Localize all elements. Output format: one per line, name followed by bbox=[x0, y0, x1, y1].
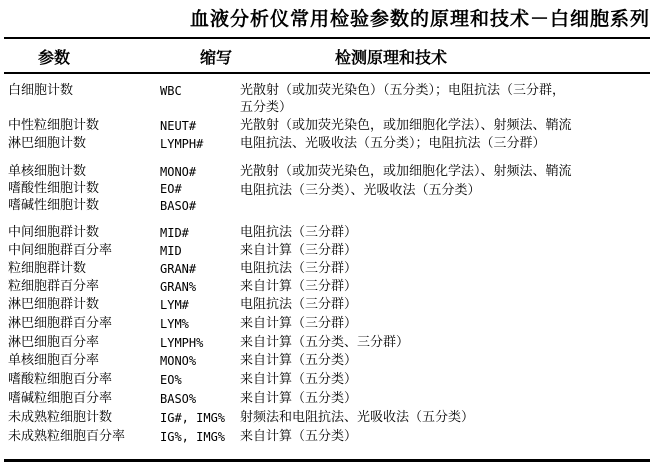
row-tech: 电阻抗法（三分群） bbox=[240, 297, 358, 312]
header-abbr: 缩写 bbox=[200, 48, 233, 67]
row-name: 粒细胞群百分率 bbox=[8, 279, 100, 294]
row-abbr: BASO# bbox=[160, 199, 197, 213]
row-tech: 来自计算（三分群） bbox=[240, 279, 358, 294]
row-tech: 电阻抗法（三分类）、光吸收法（五分类） bbox=[240, 183, 481, 198]
row-abbr: GRAN% bbox=[160, 280, 197, 294]
row-name: 未成熟粒细胞百分率 bbox=[8, 429, 126, 444]
row-tech: 来自计算（三分群） bbox=[240, 316, 358, 331]
row-name: 嗜碱粒细胞百分率 bbox=[8, 391, 113, 406]
table-header-rule bbox=[4, 72, 650, 74]
row-name: 淋巴细胞群计数 bbox=[8, 297, 100, 312]
row-abbr: MID bbox=[160, 244, 182, 258]
row-tech: 光散射（或加荧光染色，或加细胞化学法）、射频法、鞘流 bbox=[240, 118, 572, 133]
row-tech: 来自计算（五分类、三分群） bbox=[240, 335, 410, 350]
row-tech-cont: 五分类） bbox=[240, 100, 293, 115]
row-name: 中间细胞群百分率 bbox=[8, 243, 113, 258]
table-bottom-rule bbox=[4, 459, 650, 462]
row-abbr: IG%, IMG% bbox=[160, 430, 226, 444]
row-tech: 光散射（或加荧光染色）（五分类）；电阻抗法（三分群， bbox=[240, 83, 566, 98]
row-name: 未成熟粒细胞计数 bbox=[8, 410, 113, 425]
row-name: 单核细胞百分率 bbox=[8, 353, 100, 368]
row-tech: 电阻抗法（三分群） bbox=[240, 225, 358, 240]
row-name: 嗜酸粒细胞百分率 bbox=[8, 372, 113, 387]
row-name: 单核细胞计数 bbox=[8, 164, 87, 179]
page-title: 血液分析仪常用检验参数的原理和技术－白细胞系列 bbox=[189, 8, 650, 30]
row-abbr: BASO% bbox=[160, 392, 197, 406]
row-tech: 电阻抗法（三分群） bbox=[240, 261, 358, 276]
row-tech: 来自计算（五分类） bbox=[240, 391, 358, 406]
row-abbr: EO# bbox=[160, 182, 182, 196]
row-name: 淋巴细胞百分率 bbox=[8, 335, 100, 350]
header-param: 参数 bbox=[38, 48, 71, 67]
row-name: 淋巴细胞群百分率 bbox=[8, 316, 113, 331]
row-name: 中性粒细胞计数 bbox=[8, 118, 100, 133]
row-name: 中间细胞群计数 bbox=[8, 225, 100, 240]
row-tech: 来自计算（五分类） bbox=[240, 353, 358, 368]
row-name: 淋巴细胞计数 bbox=[8, 136, 87, 151]
row-abbr: MONO# bbox=[160, 165, 197, 179]
row-tech: 来自计算（五分类） bbox=[240, 429, 358, 444]
row-tech: 来自计算（五分类） bbox=[240, 372, 358, 387]
row-name: 嗜酸性细胞计数 bbox=[8, 181, 100, 196]
row-abbr: GRAN# bbox=[160, 262, 197, 276]
row-abbr: IG#, IMG% bbox=[160, 411, 226, 425]
table-top-rule bbox=[4, 37, 650, 39]
row-tech: 电阻抗法、光吸收法（五分类）；电阻抗法（三分群） bbox=[240, 136, 546, 151]
row-abbr: EO% bbox=[160, 373, 182, 387]
row-tech: 光散射（或加荧光染色，或加细胞化学法）、射频法、鞘流 bbox=[240, 164, 572, 179]
row-abbr: LYM# bbox=[160, 298, 189, 312]
header-tech: 检测原理和技术 bbox=[335, 48, 448, 67]
row-name: 白细胞计数 bbox=[8, 83, 74, 98]
row-name: 粒细胞群计数 bbox=[8, 261, 87, 276]
row-tech: 来自计算（三分群） bbox=[240, 243, 358, 258]
row-abbr: MONO% bbox=[160, 354, 197, 368]
row-abbr: LYM% bbox=[160, 317, 189, 331]
row-abbr: MID# bbox=[160, 226, 189, 240]
row-abbr: WBC bbox=[160, 84, 182, 98]
row-abbr: LYMPH# bbox=[160, 137, 204, 151]
row-abbr: LYMPH% bbox=[160, 336, 204, 350]
row-tech: 射频法和电阻抗法、光吸收法（五分类） bbox=[240, 410, 475, 425]
row-abbr: NEUT# bbox=[160, 119, 197, 133]
row-name: 嗜碱性细胞计数 bbox=[8, 198, 100, 213]
